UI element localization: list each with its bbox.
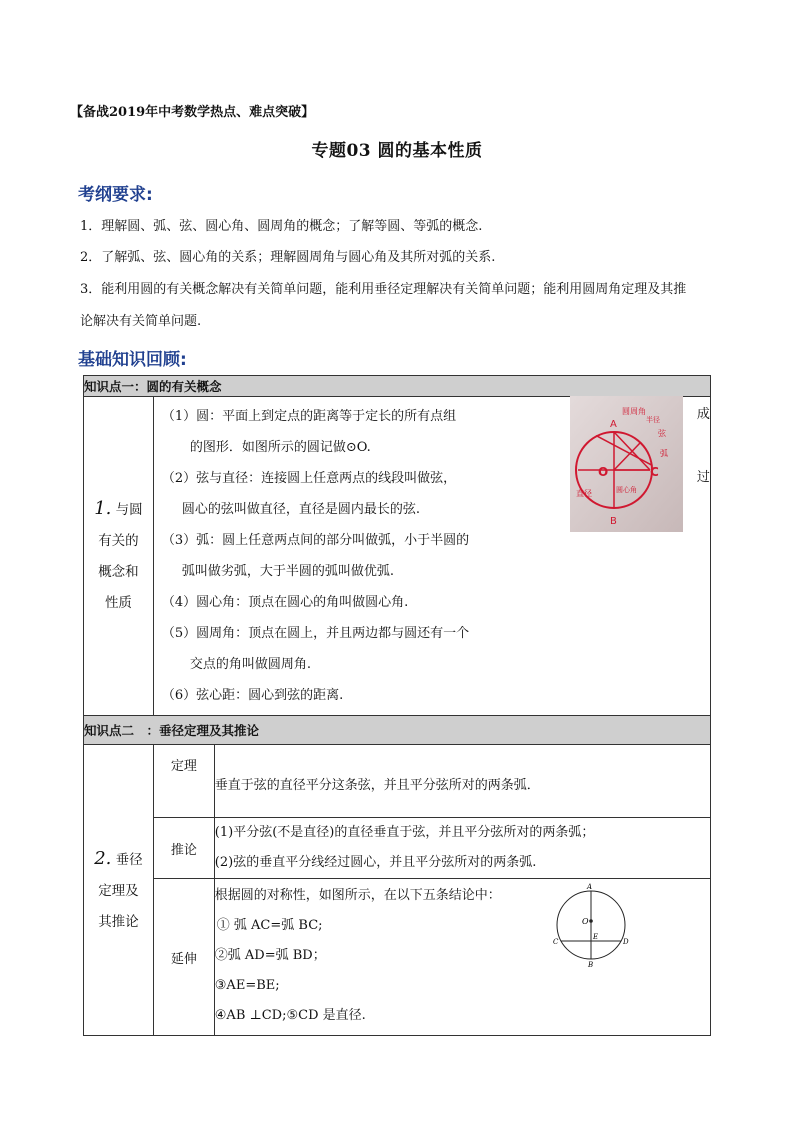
kp1-header-row [84, 376, 711, 397]
kp1-content [153, 397, 710, 716]
extension-line-5: ④AB ⊥CD;⑤CD 是直径. [214, 1008, 366, 1023]
kp1-number: 1. [94, 498, 112, 519]
kp1-cat-line-3: 概念和 [98, 564, 139, 580]
fig1-label-central: 圆心角 [615, 486, 637, 494]
kp1-line-4: 圆心的弦叫做直径，直径是圆内最长的弦. [181, 502, 421, 517]
fig1-label-inscribed: 圆周角 [621, 407, 646, 416]
extension-line-1: 根据圆的对称性，如图所示，在以下五条结论中： [214, 888, 501, 903]
page-title: 专题03 圆的基本性质 [311, 141, 483, 161]
kp1-line-1: （1）圆：平面上到定点的距离等于定长的所有点组 [161, 409, 457, 424]
fig1-label-c: C [649, 465, 659, 479]
syllabus-item-3: 3．能利用圆的有关概念解决有关简单问题，能利用垂径定理解决有关简单问题；能利用圆周角定理及其推 [80, 282, 687, 297]
kp1-line-5: （3）弧：圆上任意两点间的部分叫做弧，小于半圆的 [161, 533, 470, 548]
theorem-text: 垂直于弦的直径平分这条弦，并且平分弦所对的两条弧． [214, 745, 710, 818]
kp1-line-2: 的图形．如图所示的圆记做⊙O. [189, 440, 371, 455]
extension-line-2: ① 弧 AC=弧 BC; [216, 918, 323, 933]
fig1-label-radius: 半径 [645, 416, 660, 424]
kp2-header: 知识点二 ：垂径定理及其推论 [84, 716, 711, 745]
kp1-cat-line-4: 性质 [104, 595, 132, 611]
extension-label: 延伸 [153, 879, 214, 1036]
kp2-header-row [84, 716, 711, 745]
kp2-cat-line-2: 定理及 [98, 882, 139, 899]
kp1-line-7: （4）圆心角：顶点在圆心的角叫做圆心角. [161, 595, 409, 610]
fig1-label-a: A [609, 419, 617, 430]
header-tag: 【备战2019年中考数学热点、难点突破】 [70, 105, 315, 120]
fig1-label-b: B [609, 516, 617, 527]
syllabus-heading: 考纲要求: [78, 185, 153, 205]
kp1-line-6: 弧叫做劣弧，大于半圆的弧叫做优弧. [181, 564, 395, 579]
kp1-cat-line-2: 有关的 [98, 533, 139, 549]
kp1-header: 知识点一：圆的有关概念 [84, 376, 711, 397]
kp2-cat-line-3: 其推论 [98, 913, 139, 930]
kp2-cat-line-1: 垂径 [115, 851, 143, 868]
kp1-line-10: （6）弦心距：圆心到弦的距离. [161, 688, 344, 703]
kp2-number: 2. [94, 847, 112, 869]
kp1-side-text-2: 过 [696, 470, 710, 485]
fig2-label-a: A [586, 883, 592, 891]
extension-line-4: ③AE=BE; [214, 978, 280, 993]
fig1-label-o: O [597, 465, 609, 479]
syllabus-item-3-cont: 论解决有关简单问题. [80, 314, 202, 329]
kp2-theorem-row [84, 745, 711, 818]
fig2-label-d: D [622, 938, 629, 946]
kp1-line-9: 交点的角叫做圆周角. [189, 657, 312, 672]
extension-line-3: ②弧 AD=弧 BD； [214, 948, 326, 963]
fig2-label-e: E [592, 933, 598, 941]
fig1-label-diameter: 直径 [575, 489, 592, 498]
corollary-line-1: (1)平分弦(不是直径)的直径垂直于弦，并且平分弦所对的两条弧； [214, 825, 595, 840]
kp1-line-3: （2）弦与直径：连接圆上任意两点的线段叫做弦， [161, 471, 457, 486]
extension-content [214, 879, 710, 1036]
theorem-label: 定理 [153, 745, 214, 818]
corollary-line-2: (2)弦的垂直平分线经过圆心，并且平分弦所对的两条弧. [214, 855, 537, 870]
kp2-category [84, 745, 154, 1036]
kp1-category [84, 397, 154, 716]
corollary-label: 推论 [153, 818, 214, 879]
fig2-label-o: O [581, 917, 589, 926]
kp2-corollary-row [84, 818, 711, 879]
kp1-line-8: （5）圆周角：顶点在圆上，并且两边都与圆还有一个 [161, 626, 470, 641]
corollary-text [214, 818, 710, 879]
fig1-label-arc: 弧 [659, 449, 668, 458]
fig1-label-chord: 弦 [657, 429, 666, 438]
syllabus-item-2: 2．了解弧、弦、圆心角的关系；理解圆周角与圆心角及其所对弧的关系. [80, 250, 496, 265]
fig2-label-b: B [587, 961, 593, 967]
syllabus-item-1: 1．理解圆、弧、弦、圆心角、圆周角的概念；了解等圆、等弧的概念. [80, 219, 483, 234]
fig2-label-c: C [552, 938, 559, 946]
kp1-side-text-1: 成 [696, 407, 710, 422]
kp1-cat-line-1: 与圆 [115, 502, 143, 518]
kp1-row [84, 397, 711, 716]
knowledge-table [83, 375, 711, 1036]
kp2-extension-row [84, 879, 711, 1036]
review-heading: 基础知识回顾: [78, 350, 187, 370]
perpendicular-diameter-figure [553, 883, 637, 967]
circle-concepts-photo [570, 396, 683, 532]
